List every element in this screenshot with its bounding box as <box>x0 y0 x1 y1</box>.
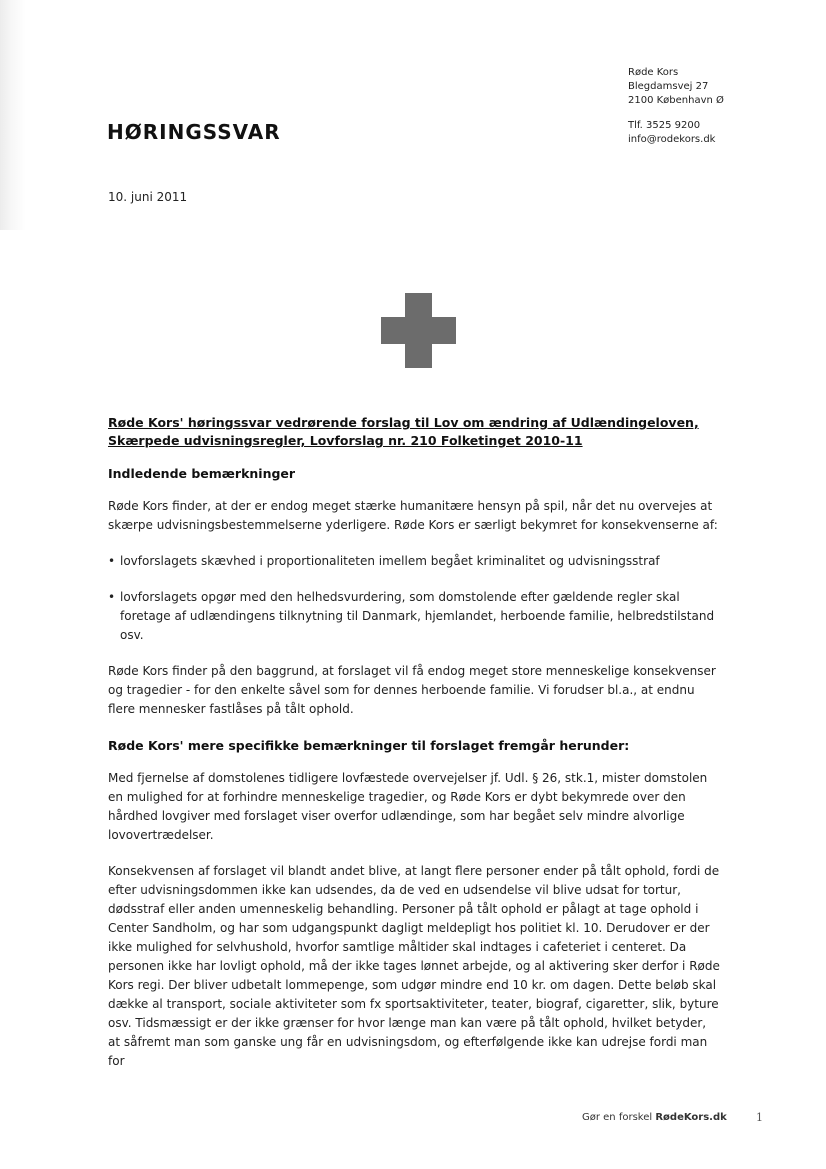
specific-paragraph-1: Med fjernelse af domstolenes tidligere lovfæstede overvejelser jf. Udl. § 26, stk.1, mister domstolen en mulighed for at forhindre menneskelige tragedier, og Røde Kors er dybt bekymrede over den hårdhed lovgiver med forslaget viser overfor udlændinge, som har begået selv mindre alvorlige lovovertrædelser. <box>108 771 708 842</box>
sender-phone: Tlf. 3525 9200 <box>628 120 701 131</box>
sender-email: info@rodekors.dk <box>628 134 716 145</box>
list-item-text: lovforslagets skævhed i proportionaliteten imellem begået kriminalitet og udvisningsstraf <box>120 554 660 568</box>
specific-paragraph-2: Konsekvensen af forslaget vil blandt andet blive, at langt flere personer ender på tålt ophold, fordi de efter udvisningsdommen ikke kan udsendes, da de ved en udsendelse vil blive udsat for tortur, dødsstraf eller anden umenneskelig behandling. Personer på tålt ophold er pålagt at tage ophold i Center Sandholm, og har som udgangspunkt dagligt meldepligt hos politiet kl. 10. Derudover er der ikke mulighed for selvhushold, hvorfor samtlige måltider skal indtages i cafeteriet i centeret. Da personen ikke har lovligt ophold, må der ikke tages lønnet arbejde, og al aktivering sker derfor i Røde Kors regi. Der bliver udbetalt lommepenge, som udgør mindre end 10 kr. om dagen. Dette beløb skal dække al transport, sociale aktiviteter som fx sportsaktiviteter, teater, biograf, cigaretter, slik, byture osv. Tidsmæssigt er der ikke grænser for hvor længe man kan være på tålt ophold, hvilket betyder, at såfremt man som ganske ung får en udvisningsdom, og efterfølgende ikke kan udrejse fordi man for <box>108 864 720 1068</box>
specific-heading: Røde Kors' mere specifikke bemærkninger til forslaget fremgår herunder: <box>108 738 630 753</box>
document-body <box>108 414 720 1088</box>
footer-tagline: Gør en forskel <box>582 1112 653 1123</box>
subject-line: Røde Kors' høringssvar vedrørende forslag til Lov om ændring af Udlændingeloven, Skærpede udvisningsregler, Lovforslag nr. 210 Folketinget 2010-11 <box>108 415 699 448</box>
bullet-icon: • <box>108 590 116 604</box>
list-item-text: lovforslagets opgør med den helhedsvurdering, som domstolende efter gældende regler skal foretage af udlændingens tilknytning til Danmark, hjemlandet, herboende familie, helbredstilstand osv. <box>120 590 715 642</box>
sender-street: Blegdamsvej 27 <box>628 81 709 92</box>
page-footer <box>582 1112 727 1123</box>
sender-city: 2100 København Ø <box>628 95 724 106</box>
scan-edge-artifact <box>0 0 26 230</box>
document-title: HØRINGSSVAR <box>107 120 281 144</box>
page-number: 1 <box>756 1111 763 1124</box>
intro-heading: Indledende bemærkninger <box>108 466 296 481</box>
sender-name: Røde Kors <box>628 67 679 78</box>
intro-paragraph-1: Røde Kors finder, at der er endog meget stærke humanitære hensyn på spil, når det nu overvejes at skærpe udvisningsbestemmelserne yderligere. Røde Kors er særligt bekymret for konsekvenserne af: <box>108 499 718 532</box>
bullet-icon: • <box>108 554 116 568</box>
list-item <box>108 588 720 645</box>
document-date: 10. juni 2011 <box>108 190 188 204</box>
intro-paragraph-2: Røde Kors finder på den baggrund, at forslaget vil få endog meget store menneskelige konsekvenser og tragedier - for den enkelte såvel som for dennes herboende familie. Vi forudser bl.a., at endnu flere mennesker fastlåses på tålt ophold. <box>108 664 716 716</box>
footer-brand: RødeKors.dk <box>655 1112 727 1123</box>
sender-address-block <box>628 66 724 147</box>
list-item <box>108 552 720 571</box>
red-cross-icon <box>381 293 456 368</box>
